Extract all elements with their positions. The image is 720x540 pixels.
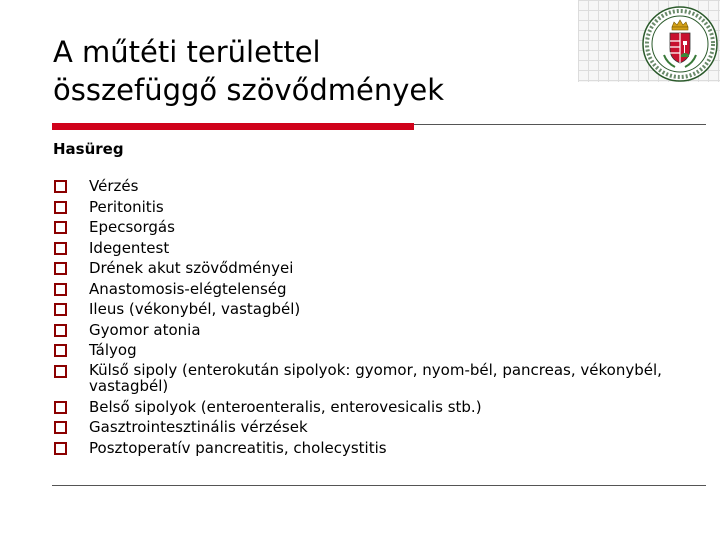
- list-item: [52, 176, 672, 197]
- slide-title: [53, 33, 613, 109]
- list-item-text: Gyomor atonia: [89, 320, 201, 339]
- list-item-text: Idegentest: [89, 238, 170, 257]
- list-item: [52, 299, 672, 320]
- list-item-text: Gasztrointesztinális vérzések: [89, 418, 308, 436]
- square-outline-icon: [54, 201, 67, 214]
- square-outline-icon: [54, 262, 67, 275]
- list-item-text: Vérzés: [89, 177, 139, 195]
- list-item: [52, 417, 672, 438]
- list-item-text: Posztoperatív pancreatitis, cholecystitis: [89, 438, 387, 457]
- list-item-text: Tályog: [89, 341, 137, 359]
- list-item: [52, 238, 672, 259]
- square-outline-icon: [54, 344, 67, 357]
- square-outline-icon: [54, 421, 67, 434]
- list-item-text: Epecsorgás: [89, 218, 175, 236]
- square-outline-icon: [54, 442, 67, 455]
- list-item: [52, 197, 672, 218]
- title-accent-bar: [52, 123, 414, 130]
- title-line-1: A műtéti területtel: [53, 35, 321, 69]
- square-outline-icon: [54, 180, 67, 193]
- list-item: [52, 397, 672, 418]
- list-item: [52, 258, 672, 279]
- list-item: [52, 217, 672, 238]
- list-item: [52, 320, 672, 341]
- list-item: [52, 438, 672, 459]
- list-item: [52, 279, 672, 300]
- square-outline-icon: [54, 242, 67, 255]
- square-outline-icon: [54, 401, 67, 414]
- list-item-text: Belső sipolyok (enteroenteralis, enterovesicalis stb.): [89, 397, 482, 416]
- square-outline-icon: [54, 365, 67, 378]
- list-item-text: Anastomosis-elégtelenség: [89, 279, 287, 298]
- square-outline-icon: [54, 303, 67, 316]
- title-line-2: összefüggő szövődmények: [53, 73, 445, 107]
- list-item-text: Külső sipoly (enterokután sipolyok: gyomor, nyom-bél, pancreas, vékonybél, vastagbél): [89, 360, 662, 395]
- list-item-text: Drének akut szövődményei: [89, 259, 294, 277]
- complication-list: [52, 176, 672, 458]
- list-item-text: Peritonitis: [89, 197, 164, 216]
- section-heading: Hasüreg: [53, 140, 124, 158]
- university-seal-icon: [641, 5, 719, 83]
- square-outline-icon: [54, 221, 67, 234]
- square-outline-icon: [54, 283, 67, 296]
- list-item: [52, 340, 672, 361]
- footer-divider: [52, 485, 706, 486]
- list-item: [52, 361, 672, 397]
- square-outline-icon: [54, 324, 67, 337]
- list-item-text: Ileus (vékonybél, vastagbél): [89, 300, 301, 318]
